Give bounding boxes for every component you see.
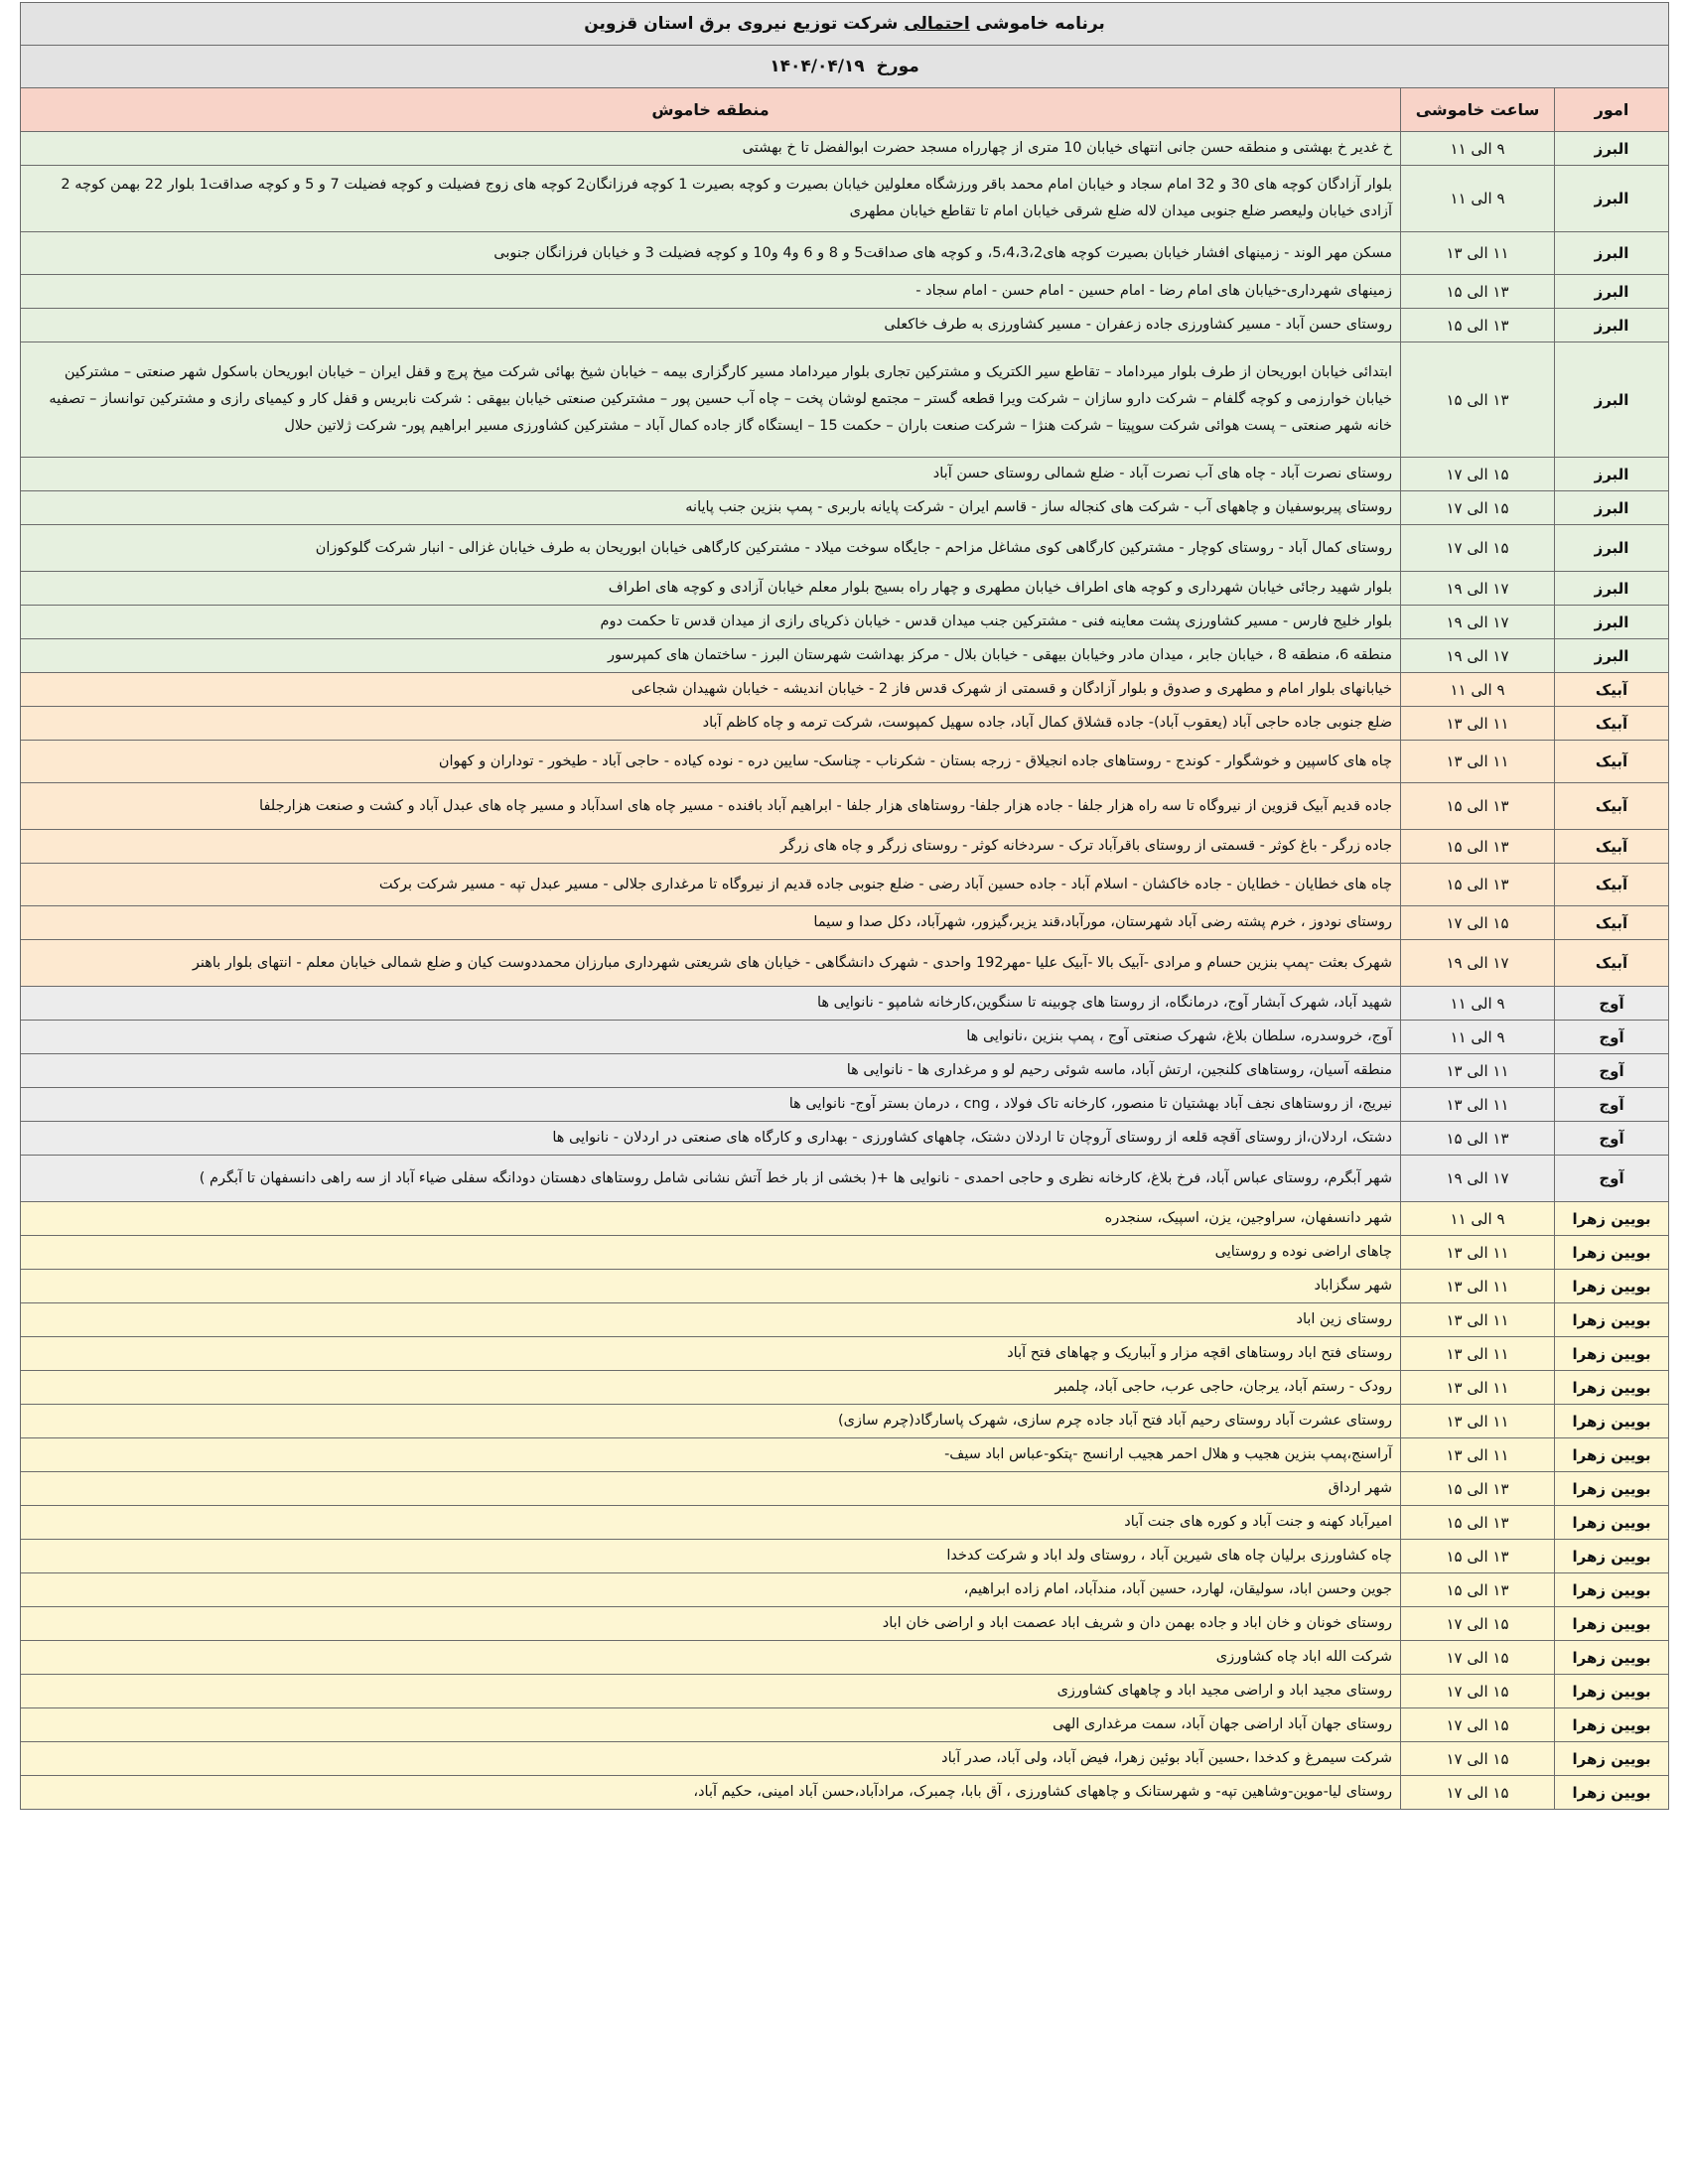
area-cell: روستای حسن آباد - مسیر کشاورزی جاده زعفران - مسیر کشاورزی به طرف خاکعلی [21,309,1401,342]
hours-cell: ۱۷ الی ۱۹ [1401,572,1555,606]
area-cell: ابتدائی خیابان ابوریحان از طرف بلوار میرداماد – تقاطع سیر الکتریک و مشترکین تجاری بلوار میرداماد مسیر کارگزاری بیمه – خیابان شیخ بهائی شرکت میخ پرچ و قفل ایران – خیابان ابوریحان باسکول شهر صنعتی – مشترکین خیابان خوارزمی و کوچه گلفام – شرکت دارو سازان – شرکت ویرا قطعه گستر – مجتمع لوشان پخت – چاه آب حسین پور – مشترکین صنعتی خیابان بیهقی : شرکت نابریس و قفل کار و کیمیای رازی و مشترکین توانساز – تصفیه خانه شهر صنعتی – پست هوائی شرکت سوپیتا – شرکت هنژا – شرکت صنعت باران – حکمت 15 – ایستگاه گاز جاده کمال آباد – مشترکین کشاورزی مسیر ابراهیم پور- شرکت ژلاتین حلال [21,342,1401,458]
table-row [21,1472,1669,1506]
hours-cell: ۱۱ الی ۱۳ [1401,1236,1555,1270]
hours-cell: ۹ الی ۱۱ [1401,673,1555,707]
area-cell: شهرک بعثت -پمپ بنزین حسام و مرادی -آبیک بالا -آبیک علیا -مهر192 واحدی - شهرک دانشگاهی - خیابان های شریعتی شهرداری مبارزان محمددوست کیان و ضلع شمالی خیابان معلم - انتهای بلوار باهنر [21,940,1401,987]
hours-cell: ۱۳ الی ۱۵ [1401,1472,1555,1506]
hours-cell: ۱۵ الی ۱۷ [1401,1675,1555,1708]
amor-cell: البرز [1555,166,1669,232]
area-cell: روستای زین اباد [21,1303,1401,1337]
document-title: برنامه خاموشی احتمالی شرکت توزیع نیروی برق استان قزوین [21,3,1669,46]
table-row [21,525,1669,572]
area-cell: روستای مجید اباد و اراضی مجید اباد و چاههای کشاورزی [21,1675,1401,1708]
amor-cell: آبیک [1555,673,1669,707]
hours-cell: ۱۵ الی ۱۷ [1401,491,1555,525]
amor-cell: البرز [1555,491,1669,525]
table-row [21,1054,1669,1088]
table-row [21,830,1669,864]
amor-cell: بویین زهرا [1555,1742,1669,1776]
amor-cell: البرز [1555,132,1669,166]
amor-cell: البرز [1555,606,1669,639]
table-row [21,166,1669,232]
hours-cell: ۹ الی ۱۱ [1401,1021,1555,1054]
amor-cell: بویین زهرا [1555,1202,1669,1236]
amor-cell: آبیک [1555,830,1669,864]
table-row [21,342,1669,458]
area-cell: جوین وحسن اباد، سولیقان، لهارد، حسین آباد، مندآباد، امام زاده ابراهیم، [21,1573,1401,1607]
table-row [21,783,1669,830]
table-row [21,1371,1669,1405]
amor-cell: البرز [1555,458,1669,491]
table-row [21,606,1669,639]
date-row [21,46,1669,88]
area-cell: شهر دانسفهان، سراوجین، یزن، اسپیک، سنجدره [21,1202,1401,1236]
table-row [21,639,1669,673]
amor-cell: بویین زهرا [1555,1675,1669,1708]
amor-cell: آوج [1555,1088,1669,1122]
amor-cell: آبیک [1555,741,1669,783]
table-row [21,1573,1669,1607]
blackout-table [20,2,1669,1810]
table-row [21,1540,1669,1573]
area-cell: آوج، خروسدره، سلطان بلاغ، شهرک صنعتی آوج ، پمپ بنزین ،نانوایی ها [21,1021,1401,1054]
amor-cell: آبیک [1555,864,1669,906]
table-row [21,1506,1669,1540]
amor-cell: بویین زهرا [1555,1337,1669,1371]
hours-cell: ۱۳ الی ۱۵ [1401,1573,1555,1607]
table-row [21,1303,1669,1337]
amor-cell: آوج [1555,1054,1669,1088]
area-cell: چاه کشاورزی برلیان چاه های شیرین آباد ، روستای ولد اباد و شرکت کدخدا [21,1540,1401,1573]
area-cell: آراسنج،پمپ بنزین هجیب و هلال احمر هجیب ارانسج -پتکو-عباس اباد سیف- [21,1438,1401,1472]
hours-cell: ۱۳ الی ۱۵ [1401,1540,1555,1573]
hours-cell: ۱۱ الی ۱۳ [1401,1405,1555,1438]
table-row [21,707,1669,741]
amor-cell: بویین زهرا [1555,1472,1669,1506]
blackout-schedule-sheet [20,2,1668,1810]
table-row [21,572,1669,606]
hours-cell: ۱۳ الی ۱۵ [1401,275,1555,309]
amor-cell: آبیک [1555,906,1669,940]
table-row [21,1641,1669,1675]
area-cell: منطقه 6، منطقه 8 ، خیابان جابر ، میدان مادر وخیابان بیهقی - خیابان بلال - مرکز بهداشت شهرستان البرز - ساختمان های کمپرسور [21,639,1401,673]
amor-cell: آوج [1555,987,1669,1021]
hours-cell: ۱۳ الی ۱۵ [1401,1506,1555,1540]
amor-cell: بویین زهرا [1555,1708,1669,1742]
area-cell: خیابانهای بلوار امام و مطهری و صدوق و بلوار آزادگان و قسمتی از شهرک قدس فاز 2 - خیابان اندیشه - خیابان شهیدان شجاعی [21,673,1401,707]
table-row [21,132,1669,166]
amor-cell: بویین زهرا [1555,1506,1669,1540]
area-cell: روستای لیا-موین-وشاهین تپه- و شهرستانک و چاههای کشاورزی ، آق بابا، چمبرک، مرادآباد،حسن آباد امینی، حکیم آباد، [21,1776,1401,1810]
amor-cell: البرز [1555,342,1669,458]
hours-cell: ۱۵ الی ۱۷ [1401,1742,1555,1776]
hours-cell: ۱۵ الی ۱۷ [1401,906,1555,940]
hours-cell: ۱۱ الی ۱۳ [1401,707,1555,741]
amor-cell: بویین زهرا [1555,1236,1669,1270]
table-row [21,1337,1669,1371]
amor-cell: بویین زهرا [1555,1371,1669,1405]
table-row [21,1156,1669,1202]
table-row [21,741,1669,783]
table-row [21,1236,1669,1270]
hours-cell: ۱۵ الی ۱۷ [1401,525,1555,572]
area-cell: بلوار شهید رجائی خیابان شهرداری و کوچه های اطراف خیابان مطهری و چهار راه بسیج بلوار معلم خیابان آزادی و کوچه های اطراف [21,572,1401,606]
area-cell: چاه های کاسپین و خوشگوار - کوندج - روستاهای جاده انجیلاق - زرجه بستان - شکرناب - چناسک- سایین دره - نوده کیاده - حاجی آباد - طیخور - توداران و کهوان [21,741,1401,783]
amor-cell: آوج [1555,1021,1669,1054]
area-cell: روستای فتح اباد روستاهای اقچه مزار و آبباریک و چهاهای فتح آباد [21,1337,1401,1371]
amor-cell: بویین زهرا [1555,1540,1669,1573]
area-cell: شرکت سیمرغ و کدخدا ،حسین آباد بوئین زهرا، فیض آباد، ولی آباد، صدر آباد [21,1742,1401,1776]
table-row [21,1270,1669,1303]
title-row [21,3,1669,46]
table-row [21,232,1669,275]
area-cell: روستای نودوز ، خرم پشته رضی آباد شهرستان، مورآباد،قند یزیر،گیزور، شهرآباد، دکل صدا و سیما [21,906,1401,940]
hours-cell: ۱۱ الی ۱۳ [1401,1337,1555,1371]
hours-cell: ۱۷ الی ۱۹ [1401,639,1555,673]
hours-cell: ۹ الی ۱۱ [1401,987,1555,1021]
amor-cell: آبیک [1555,707,1669,741]
hours-cell: ۱۷ الی ۱۹ [1401,1156,1555,1202]
hours-cell: ۱۵ الی ۱۷ [1401,1708,1555,1742]
hours-cell: ۱۳ الی ۱۵ [1401,1122,1555,1156]
area-cell: جاده زرگر - باغ کوثر - قسمتی از روستای باقرآباد ترک - سردخانه کوثر - روستای زرگر و چاه های زرگر [21,830,1401,864]
amor-cell: البرز [1555,275,1669,309]
hours-cell: ۱۱ الی ۱۳ [1401,1270,1555,1303]
area-cell: روستای کمال آباد - روستای کوچار - مشترکین کارگاهی کوی مشاغل مزاحم - جایگاه سوخت میلاد - مشترکین کارگاهی خیابان ابوریحان به طرف خیابان غزالی - انبار شرکت گلوکوزان [21,525,1401,572]
table-row [21,940,1669,987]
amor-cell: البرز [1555,525,1669,572]
table-row [21,1202,1669,1236]
title-emphasis: احتمالی [904,14,970,34]
table-row [21,275,1669,309]
table-row [21,987,1669,1021]
area-cell: شرکت الله اباد چاه کشاورزی [21,1641,1401,1675]
area-cell: روستای عشرت آباد روستای رحیم آباد فتح آباد جاده چرم سازی، شهرک پاسارگاد(چرم سازی) [21,1405,1401,1438]
area-cell: روستای پیربوسفیان و چاههای آب - شرکت های کنجاله ساز - قاسم ایران - شرکت پایانه باربری - پمپ بنزین جنب پایانه [21,491,1401,525]
hours-cell: ۱۱ الی ۱۳ [1401,1054,1555,1088]
area-cell: چاه های خطایان - خطایان - جاده خاکشان - اسلام آباد - جاده حسین آباد رضی - ضلع جنوبی جاده قدیم از نیروگاه تا مرغداری جلالی - مسیر عبدل تپه - مسیر شرکت برکت [21,864,1401,906]
amor-cell: بویین زهرا [1555,1573,1669,1607]
area-cell: امیرآباد کهنه و جنت آباد و کوره های جنت آباد [21,1506,1401,1540]
amor-cell: آبیک [1555,783,1669,830]
area-cell: نیریج، از روستاهای نجف آباد بهشتیان تا منصور، کارخانه تاک فولاد ، cng ، درمان بستر آوج- نانوایی ها [21,1088,1401,1122]
hours-cell: ۱۷ الی ۱۹ [1401,606,1555,639]
hours-cell: ۱۱ الی ۱۳ [1401,1438,1555,1472]
amor-cell: البرز [1555,232,1669,275]
area-cell: منطقه آسیان، روستاهای کلنجین، ارتش آباد، ماسه شوئی رحیم لو و مرغداری ها - نانوایی ها [21,1054,1401,1088]
hours-cell: ۱۵ الی ۱۷ [1401,458,1555,491]
table-row [21,1742,1669,1776]
area-cell: دشتک، اردلان،از روستای آقچه قلعه از روستای آروچان تا اردلان دشتک، چاههای کشاورزی - بهداری و کارگاه های صنعتی در اردلان - نانوایی ها [21,1122,1401,1156]
amor-cell: بویین زهرا [1555,1438,1669,1472]
hours-cell: ۹ الی ۱۱ [1401,166,1555,232]
area-cell: زمینهای شهرداری-خیابان های امام رضا - امام حسین - امام حسن - امام سجاد - [21,275,1401,309]
amor-cell: آبیک [1555,940,1669,987]
document-date: مورخ ۱۴۰۴/۰۴/۱۹ [21,46,1669,88]
amor-cell: بویین زهرا [1555,1641,1669,1675]
table-row [21,1708,1669,1742]
hours-cell: ۹ الی ۱۱ [1401,132,1555,166]
area-cell: جاده قدیم آبیک قزوین از نیروگاه تا سه راه هزار جلفا - جاده هزار جلفا- روستاهای هزار جلفا - ابراهیم آباد بافنده - مسیر چاه های اسدآباد و مسیر چاه های عبدل آباد و کشت و صنعت هزارجلفا [21,783,1401,830]
area-cell: بلوار خلیج فارس - مسیر کشاورزی پشت معاینه فنی - مشترکین جنب میدان قدس - خیابان ذکریای رازی از میدان قدس تا حکمت دوم [21,606,1401,639]
table-row [21,1776,1669,1810]
area-cell: شهر آبگرم، روستای عباس آباد، فرخ بلاغ، کارخانه نظری و حاجی احمدی - نانوایی ها +( بخشی از بار خط آتش نشانی شامل روستاهای دهستان دودانگه سفلی ضیاء آباد از سه راهی دانسفهان تا آبگرم ) [21,1156,1401,1202]
area-cell: مسکن مهر الوند - زمینهای افشار خیابان بصیرت کوچه های5،4،3،2، و کوچه های صداقت5 و 8 و 6 و4 و10 و کوچه فضیلت 3 و خیابان فرزانگان جنوبی [21,232,1401,275]
hours-cell: ۱۳ الی ۱۵ [1401,309,1555,342]
area-cell: ضلع جنوبی جاده حاجی آباد (یعقوب آباد)- جاده قشلاق کمال آباد، جاده سهیل کمپوست، شرکت ترمه و چاه کاظم آباد [21,707,1401,741]
amor-cell: بویین زهرا [1555,1776,1669,1810]
amor-cell: بویین زهرا [1555,1405,1669,1438]
amor-cell: بویین زهرا [1555,1607,1669,1641]
area-cell: رودک - رستم آباد، یرجان، حاجی عرب، حاجی آباد، چلمبر [21,1371,1401,1405]
area-cell: چاهای اراضی نوده و روستایی [21,1236,1401,1270]
amor-cell: بویین زهرا [1555,1303,1669,1337]
area-cell: بلوار آزادگان کوچه های 30 و 32 امام سجاد و خیابان امام محمد باقر ورزشگاه معلولین خیابان بصیرت و کوچه بصیرت 1 کوچه فرزانگان2 کوچه های زوج فضیلت و کوچه فضیلت 7 و 5 و کوچه صداقت1 بلوار 22 بهمن کوچه 2 آزادی خیابان ولیعصر ضلع جنوبی میدان لاله ضلع شرقی خیابان امام تا تقاطع خیابان مطهری [21,166,1401,232]
hours-cell: ۱۳ الی ۱۵ [1401,342,1555,458]
hours-cell: ۹ الی ۱۱ [1401,1202,1555,1236]
hours-cell: ۱۳ الی ۱۵ [1401,783,1555,830]
hours-cell: ۱۱ الی ۱۳ [1401,741,1555,783]
table-row [21,491,1669,525]
amor-cell: آوج [1555,1156,1669,1202]
area-cell: شهید آباد، شهرک آبشار آوج، درمانگاه، از روستا های چوبینه تا سنگوین،کارخانه شامپو - نانوایی ها [21,987,1401,1021]
amor-cell: البرز [1555,639,1669,673]
table-row [21,458,1669,491]
table-row [21,1675,1669,1708]
hours-cell: ۱۳ الی ۱۵ [1401,830,1555,864]
table-row [21,309,1669,342]
table-row [21,1405,1669,1438]
table-row [21,906,1669,940]
hours-cell: ۱۳ الی ۱۵ [1401,864,1555,906]
table-row [21,1607,1669,1641]
hours-cell: ۱۱ الی ۱۳ [1401,1088,1555,1122]
area-cell: شهر ارداق [21,1472,1401,1506]
hours-cell: ۱۷ الی ۱۹ [1401,940,1555,987]
area-cell: روستای نصرت آباد - چاه های آب نصرت آباد - ضلع شمالی روستای حسن آباد [21,458,1401,491]
area-cell: روستای خونان و خان اباد و جاده بهمن دان و شریف اباد عصمت اباد و اراضی خان اباد [21,1607,1401,1641]
header-amor: امور [1555,88,1669,132]
table-row [21,1122,1669,1156]
table-row [21,1438,1669,1472]
hours-cell: ۱۱ الی ۱۳ [1401,232,1555,275]
table-row [21,673,1669,707]
table-row [21,1021,1669,1054]
area-cell: شهر سگزاباد [21,1270,1401,1303]
amor-cell: البرز [1555,572,1669,606]
area-cell: خ غدیر خ بهشتی و منطقه حسن جانی انتهای خیابان 10 متری از چهارراه مسجد حضرت ابوالفضل تا خ بهشتی [21,132,1401,166]
table-row [21,864,1669,906]
hours-cell: ۱۵ الی ۱۷ [1401,1776,1555,1810]
amor-cell: البرز [1555,309,1669,342]
area-cell: روستای جهان آباد اراضی جهان آباد، سمت مرغداری الهی [21,1708,1401,1742]
amor-cell: آوج [1555,1122,1669,1156]
hours-cell: ۱۵ الی ۱۷ [1401,1607,1555,1641]
header-row [21,88,1669,132]
header-hours: ساعت خاموشی [1401,88,1555,132]
hours-cell: ۱۵ الی ۱۷ [1401,1641,1555,1675]
amor-cell: بویین زهرا [1555,1270,1669,1303]
hours-cell: ۱۱ الی ۱۳ [1401,1371,1555,1405]
hours-cell: ۱۱ الی ۱۳ [1401,1303,1555,1337]
table-row [21,1088,1669,1122]
header-area: منطقه خاموش [21,88,1401,132]
